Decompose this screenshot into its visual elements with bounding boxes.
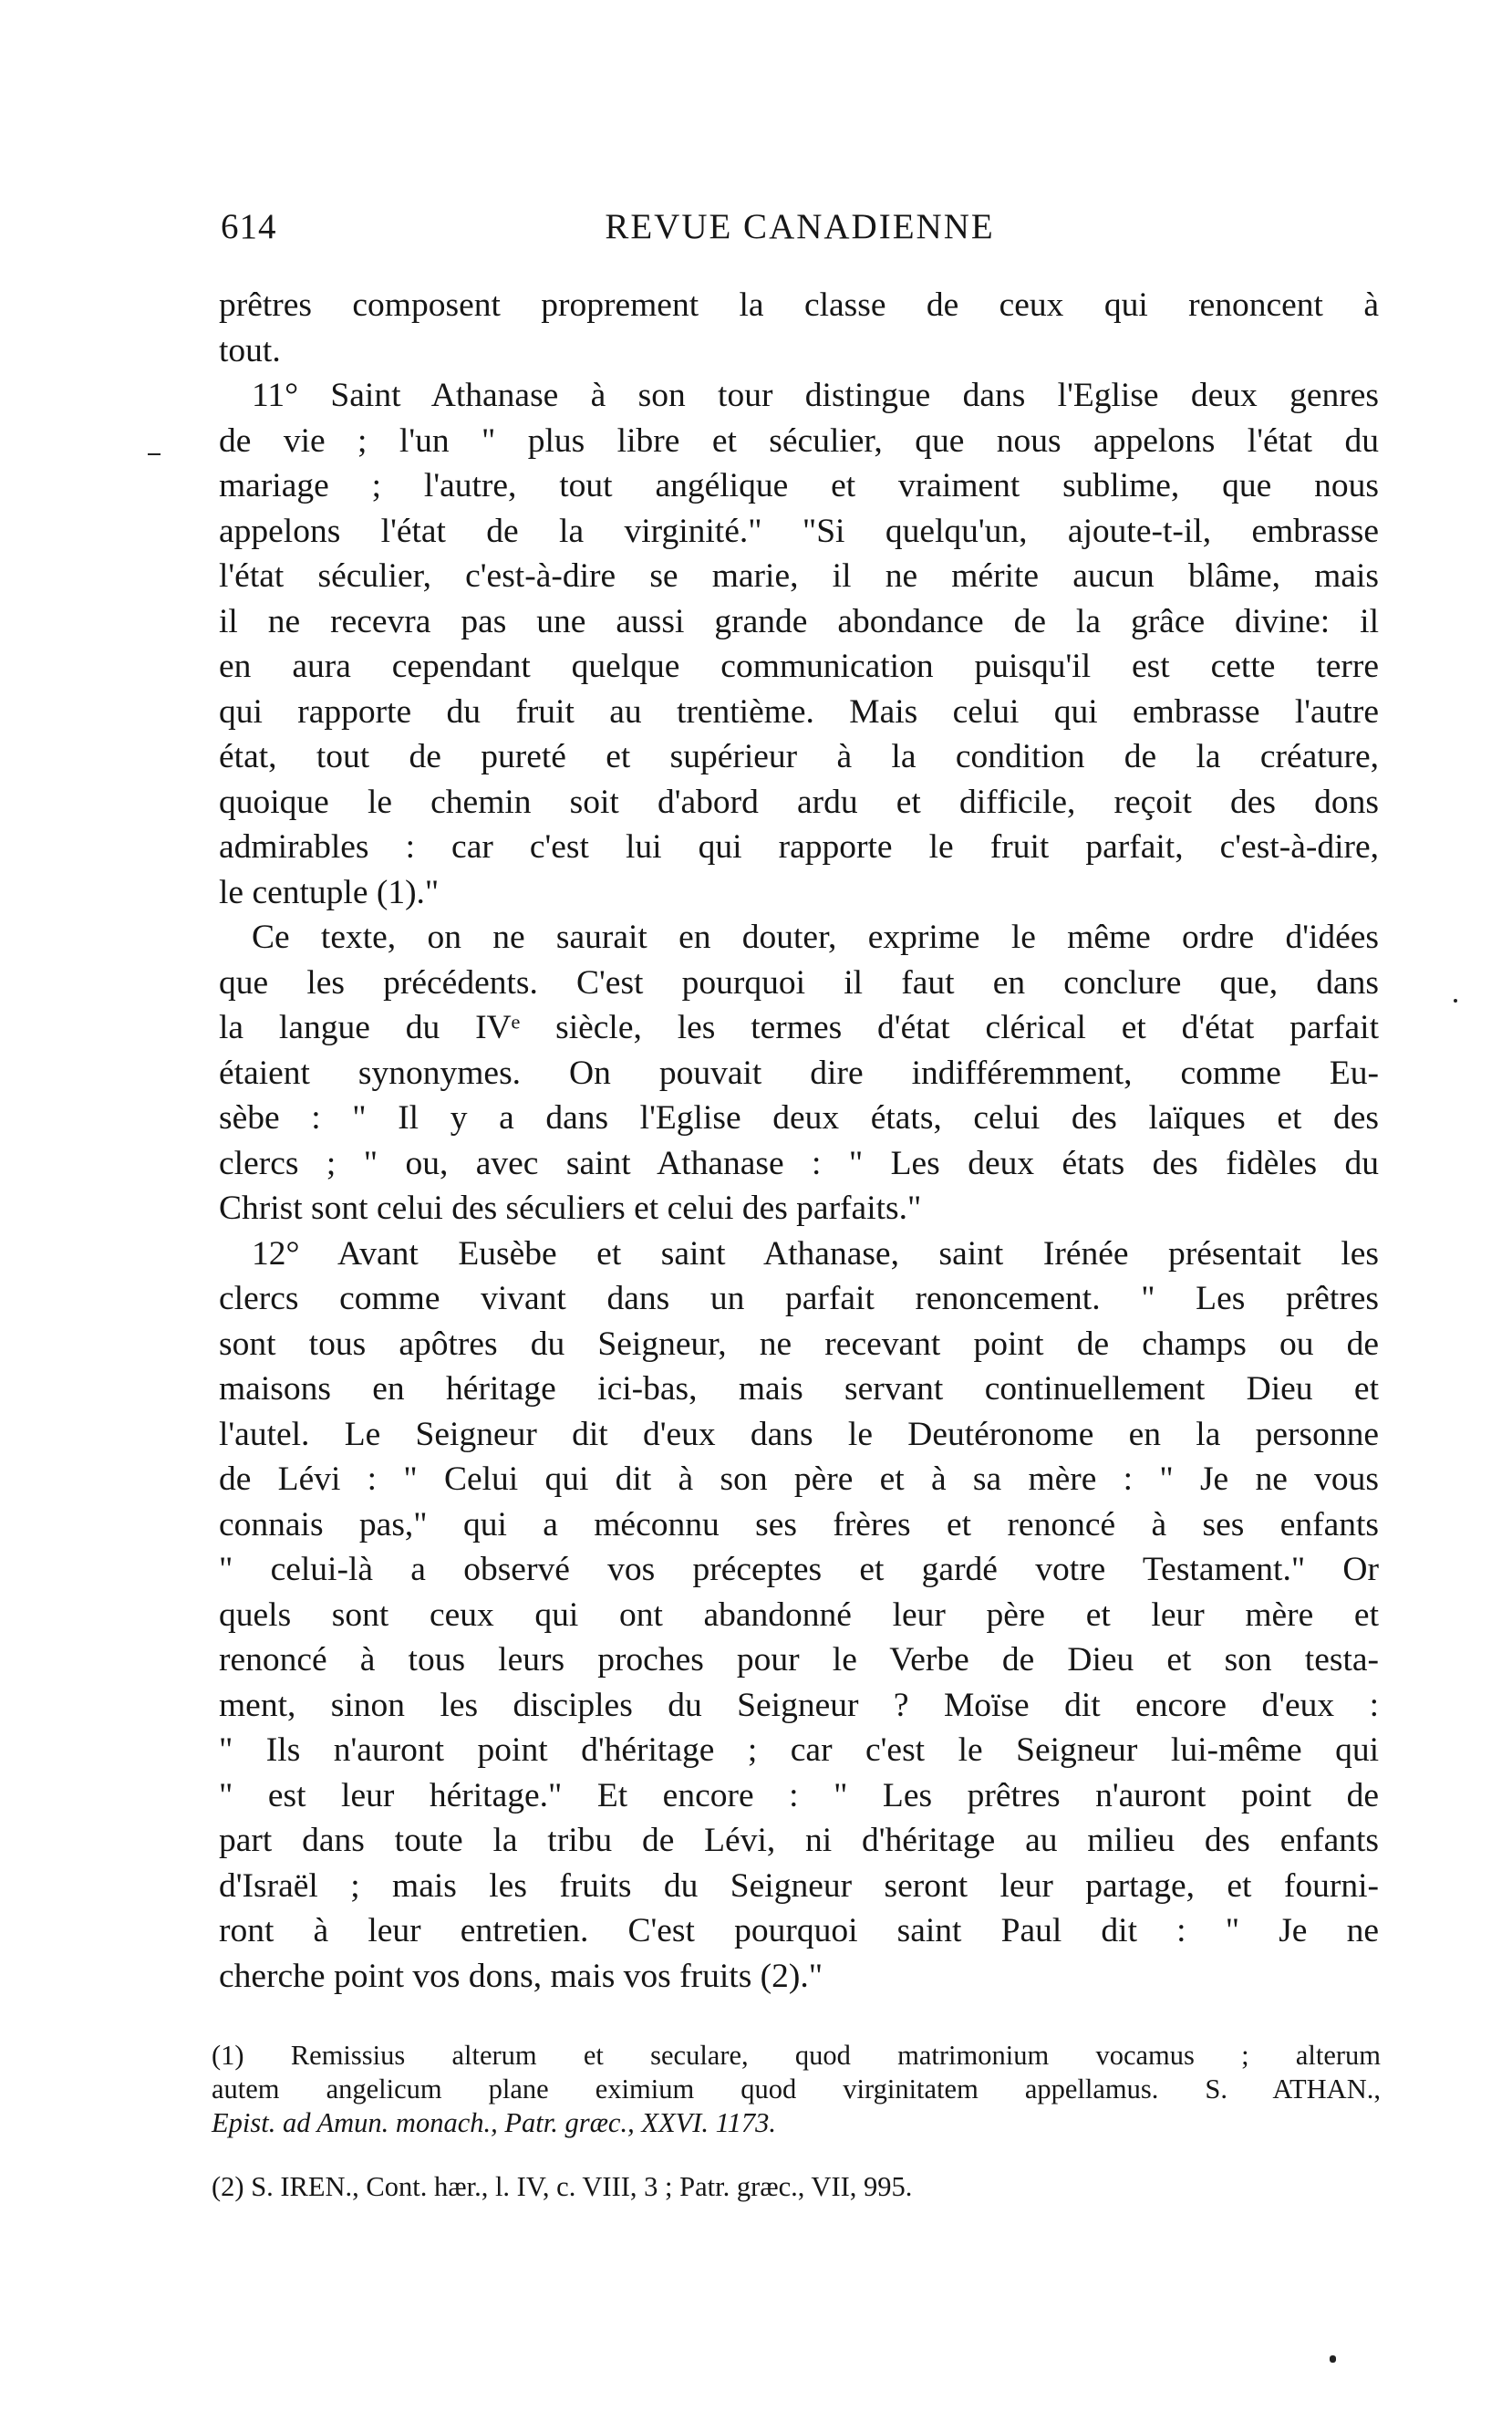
text-line: de Lévi : " Celui qui dit à son père et à sa mère : " Je ne vous [219, 1460, 1379, 1498]
text-line: prêtres composent proprement la classe de ceux qui renoncent à [219, 286, 1379, 324]
page-header [221, 201, 1379, 255]
footnote-1-line: autem angelicum plane eximium quod virginitatem appellamus. S. ATHAN., [212, 2073, 1381, 2105]
text-line: mariage ; l'autre, tout angélique et vraiment sublime, que nous [219, 467, 1379, 504]
text-line: en aura cependant quelque communication puisqu'il est cette terre [219, 648, 1379, 685]
text-line: cherche point vos dons, mais vos fruits (2)." [219, 1957, 823, 1995]
body-text [219, 283, 1379, 1999]
text-line: de vie ; l'un " plus libre et séculier, que nous appelons l'état du [219, 421, 1379, 460]
text-line: que les précédents. C'est pourquoi il faut en conclure que, dans [219, 963, 1379, 1002]
text-line: ront à leur entretien. C'est pourquoi saint Paul dit : " Je ne [219, 1912, 1379, 1949]
text-line: l'autel. Le Seigneur dit d'eux dans le Deutéronome en la personne [219, 1415, 1379, 1453]
footnote-1-line: Epist. ad Amun. monach., Patr. græc., XXVI. 1173. [212, 2107, 776, 2138]
paragraph-start-line: 12° Avant Eusèbe et saint Athanase, saint Irénée présentait les [252, 1234, 1379, 1273]
text-line: étaient synonymes. On pouvait dire indifféremment, comme Eu- [219, 1054, 1379, 1092]
footnote-1-line: (1) Remissius alterum et seculare, quod matrimonium vocamus ; alterum [212, 2040, 1381, 2071]
text-line: renoncé à tous leurs proches pour le Verbe de Dieu et son testa- [219, 1641, 1379, 1678]
paragraph-start-line: 11° Saint Athanase à son tour distingue dans l'Eglise deux genres [252, 377, 1379, 414]
print-speck [1330, 2355, 1336, 2363]
print-speck [148, 453, 161, 455]
text-line: le centuple (1)." [219, 873, 440, 911]
running-title: REVUE CANADIENNE [605, 207, 995, 246]
footnotes [212, 2039, 1381, 2204]
text-line: quels sont ceux qui ont abandonné leur père et leur mère et [219, 1595, 1379, 1634]
text-line: d'Israël ; mais les fruits du Seigneur seront leur partage, et fourni- [219, 1866, 1379, 1905]
page-number: 614 [221, 207, 277, 246]
text-line: il ne recevra pas une aussi grande abondance de la grâce divine: il [219, 602, 1379, 640]
footnote-spacer [212, 2140, 1381, 2170]
text-line: " Ils n'auront point d'héritage ; car c'est le Seigneur lui-même qui [219, 1731, 1379, 1769]
text-line: tout. [219, 331, 281, 369]
text-line: l'état séculier, c'est-à-dire se marie, il ne mérite aucun blâme, mais [219, 557, 1379, 595]
text-line: quoique le chemin soit d'abord ardu et difficile, reçoit des dons [219, 783, 1379, 821]
text-line: qui rapporte du fruit au trentième. Mais celui qui embrasse l'autre [219, 692, 1379, 731]
text-line: clercs comme vivant dans un parfait renoncement. " Les prêtres [219, 1280, 1379, 1317]
text-line: ment, sinon les disciples du Seigneur ? Moïse dit encore d'eux : [219, 1686, 1379, 1724]
text-line: Christ sont celui des séculiers et celui des parfaits." [219, 1190, 922, 1227]
text-line: appelons l'état de la virginité." "Si quelqu'un, ajoute-t-il, embrasse [219, 512, 1379, 550]
text-line: maisons en héritage ici-bas, mais servant continuellement Dieu et [219, 1370, 1379, 1408]
text-line: sont tous apôtres du Seigneur, ne recevant point de champs ou de [219, 1325, 1379, 1363]
text-line: sèbe : " Il y a dans l'Eglise deux états, celui des laïques et des [219, 1099, 1379, 1137]
text-line: la langue du IVᵉ siècle, les termes d'état clérical et d'état parfait [219, 1009, 1379, 1046]
text-line: part dans toute la tribu de Lévi, ni d'héritage au milieu des enfants [219, 1822, 1379, 1859]
print-speck [1454, 999, 1457, 1003]
text-line: clercs ; " ou, avec saint Athanase : " Les deux états des fidèles du [219, 1144, 1379, 1182]
text-line: admirables : car c'est lui qui rapporte le fruit parfait, c'est-à-dire, [219, 828, 1379, 866]
text-line: état, tout de pureté et supérieur à la condition de la créature, [219, 738, 1379, 775]
text-line: " celui-là a observé vos préceptes et gardé votre Testament." Or [219, 1551, 1379, 1588]
paragraph-start-line: Ce texte, on ne saurait en douter, exprime le même ordre d'idées [252, 919, 1379, 956]
footnote-2: (2) S. IREN., Cont. hær., l. IV, c. VIII, 3 ; Patr. græc., VII, 995. [212, 2171, 913, 2202]
text-line: connais pas," qui a méconnu ses frères et renoncé à ses enfants [219, 1505, 1379, 1543]
text-line: " est leur héritage." Et encore : " Les prêtres n'auront point de [219, 1776, 1379, 1814]
